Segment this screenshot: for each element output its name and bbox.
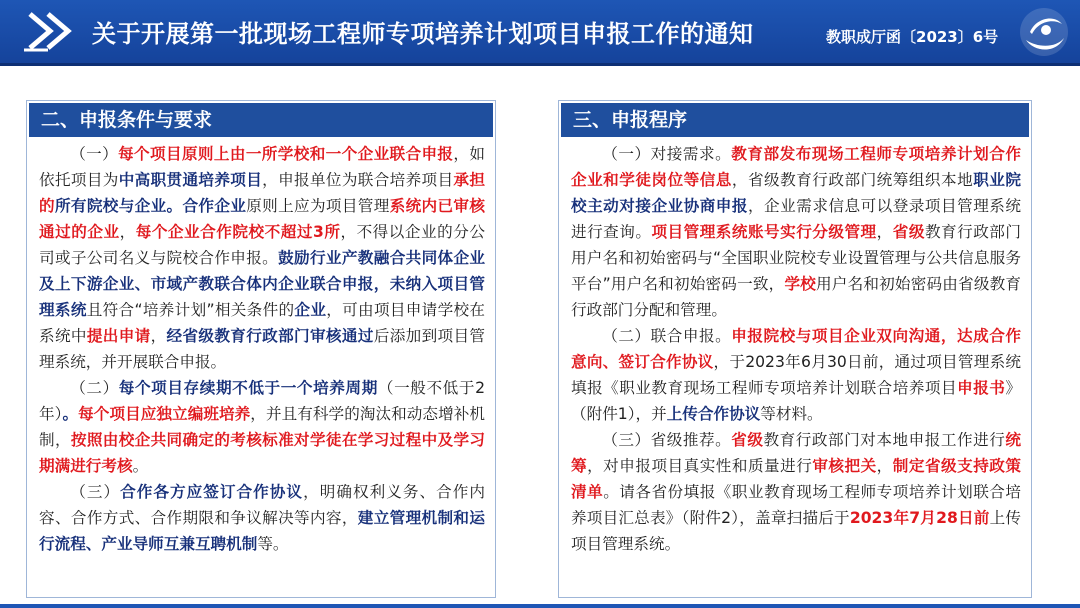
highlighted-text: 企业 <box>294 301 327 319</box>
text-run: ， <box>150 327 167 345</box>
highlighted-text: 审核把关 <box>812 457 877 475</box>
text-run: ，省级教育行政部门统筹组织本地 <box>731 171 974 189</box>
highlighted-text: 经省级教育行政部门审核通过 <box>166 327 374 345</box>
text-run: 且符合“培养计划”相关条件的 <box>86 301 295 319</box>
footer-bar <box>0 604 1080 608</box>
text-run: ，企业需求信息可以登录项目管理系统进行查询。 <box>571 197 1021 241</box>
text-run: （一）对接需求。 <box>602 145 732 163</box>
text-run: （二） <box>70 379 119 397</box>
text-run: 原则上应为项目管理 <box>246 197 390 215</box>
text-run: ，于2023年6月30日前，通过项目管理系统填报《职业教育现场工程师专项培养计划联合培养项目 <box>571 353 1021 397</box>
text-run: ，对申报项目真实性和质量进行 <box>587 457 813 475</box>
text-run: 教育行政部门用户名和初始密码与“全国职业院校专业设置管理与公共信息服务平台”用户名和初始密码一致， <box>571 223 1021 293</box>
title-banner <box>0 0 1080 66</box>
procedure-para-3 <box>571 427 1021 557</box>
highlighted-text: 提出申请 <box>86 327 151 345</box>
text-run: ，可由项目申请学校在系统中 <box>39 301 485 345</box>
text-run: （一） <box>70 145 119 163</box>
procedure-body <box>571 141 1021 557</box>
highlighted-text: 按照由校企共同确定的考核标准对学徒在学习过程中及学习期满进行考核 <box>39 431 485 475</box>
highlighted-text: 中高职贯通培养项目 <box>118 171 263 189</box>
text-run: 。请各省份填报《职业教育现场工程师专项培养计划联合培养项目汇总表》（附件2），盖章扫描后于 <box>571 483 1021 527</box>
text-run: ，明确权利义务、合作内容、合作方式、合作期限和争议解决等内容， <box>39 483 485 527</box>
highlighted-text: 省级 <box>892 223 925 241</box>
highlighted-text: 鼓励行业产教融合共同体企业及上下游企业、市域产教联合体内企业联合申报，未纳入项目管理系统 <box>39 249 485 319</box>
conditions-para-1 <box>39 141 485 375</box>
highlighted-text: 合作各方应签订合作协议 <box>120 483 304 501</box>
highlighted-text: 职业院校主动对接企业协商申报 <box>571 171 1021 215</box>
procedure-para-1 <box>571 141 1021 323</box>
highlighted-text: 省级 <box>731 431 764 449</box>
highlighted-text: 每个项目应独立编班培养 <box>78 405 251 423</box>
text-run: 后添加到项目管理系统，并开展联合申报。 <box>39 327 485 371</box>
text-run: 》（附件1），并 <box>571 379 1021 423</box>
conditions-para-2 <box>39 375 485 479</box>
text-run: 等。 <box>257 535 289 553</box>
highlighted-text: 。 <box>62 405 79 423</box>
highlighted-text: 申报书 <box>957 379 1006 397</box>
conditions-body <box>39 141 485 557</box>
highlighted-text: 系统内已审核通过的企业 <box>39 197 485 241</box>
highlighted-text: 上传合作协议 <box>666 405 761 423</box>
text-run: 用户名和初始密码由省级教育行政部门分配和管理。 <box>571 275 1021 319</box>
highlighted-text: 建立管理机制和运行流程、产业导师互兼互聘机制 <box>39 509 485 553</box>
text-run: （三） <box>70 483 121 501</box>
highlighted-text: 每个项目原则上由一所学校和一个企业联合申报 <box>118 145 454 163</box>
highlighted-text: 统筹 <box>571 431 1021 475</box>
highlighted-text: 2023年7月28日前 <box>849 509 990 527</box>
text-run: ，并且有科学的淘汰和动态增补机制， <box>39 405 485 449</box>
conditions-heading: 二、申报条件与要求 <box>29 103 493 137</box>
conditions-panel <box>26 100 496 598</box>
text-run: ， <box>876 223 893 241</box>
highlighted-text: 教育部发布现场工程师专项培养计划合作企业和学徒岗位等信息 <box>571 145 1021 189</box>
highlighted-text: 学校 <box>784 275 817 293</box>
procedure-panel <box>558 100 1032 598</box>
chevron-right-icon <box>22 8 84 54</box>
procedure-para-2 <box>571 323 1021 427</box>
page-title: 关于开展第一批现场工程师专项培养计划项目申报工作的通知 <box>92 20 754 48</box>
highlighted-text: 承担的 <box>39 171 485 215</box>
text-run: ， <box>119 223 136 241</box>
highlighted-text: 所有院校与企业。合作企业 <box>54 197 247 215</box>
text-run: （二）联合申报。 <box>602 327 732 345</box>
document-number: 教职成厅函〔2023〕6号 <box>826 28 999 46</box>
highlighted-text: 项目管理系统账号实行分级管理 <box>651 223 877 241</box>
text-run: ，如依托项目为 <box>39 145 485 189</box>
text-run: （一般不低于2年） <box>39 379 485 423</box>
text-run: ， <box>876 457 893 475</box>
highlighted-text: 申报院校与项目企业双向沟通，达成合作意向、签订合作协议 <box>571 327 1021 371</box>
text-run: ，不得以企业的分公司或子公司名义与院校合作申报。 <box>39 223 485 267</box>
text-run: 。 <box>132 457 149 475</box>
highlighted-text: 制定省级支持政策清单 <box>571 457 1021 501</box>
procedure-heading: 三、申报程序 <box>561 103 1029 137</box>
conditions-para-3 <box>39 479 485 557</box>
text-run: （三）省级推荐。 <box>602 431 732 449</box>
text-run: 教育行政部门对本地申报工作进行 <box>763 431 1006 449</box>
logo-icon <box>1016 4 1072 60</box>
text-run: 上传项目管理系统。 <box>571 509 1021 553</box>
text-run: 等材料。 <box>760 405 823 423</box>
text-run: ，申报单位为联合培养项目 <box>262 171 454 189</box>
highlighted-text: 每个企业合作院校不超过3所 <box>135 223 341 241</box>
highlighted-text: 每个项目存续期不低于一个培养周期 <box>118 379 378 397</box>
